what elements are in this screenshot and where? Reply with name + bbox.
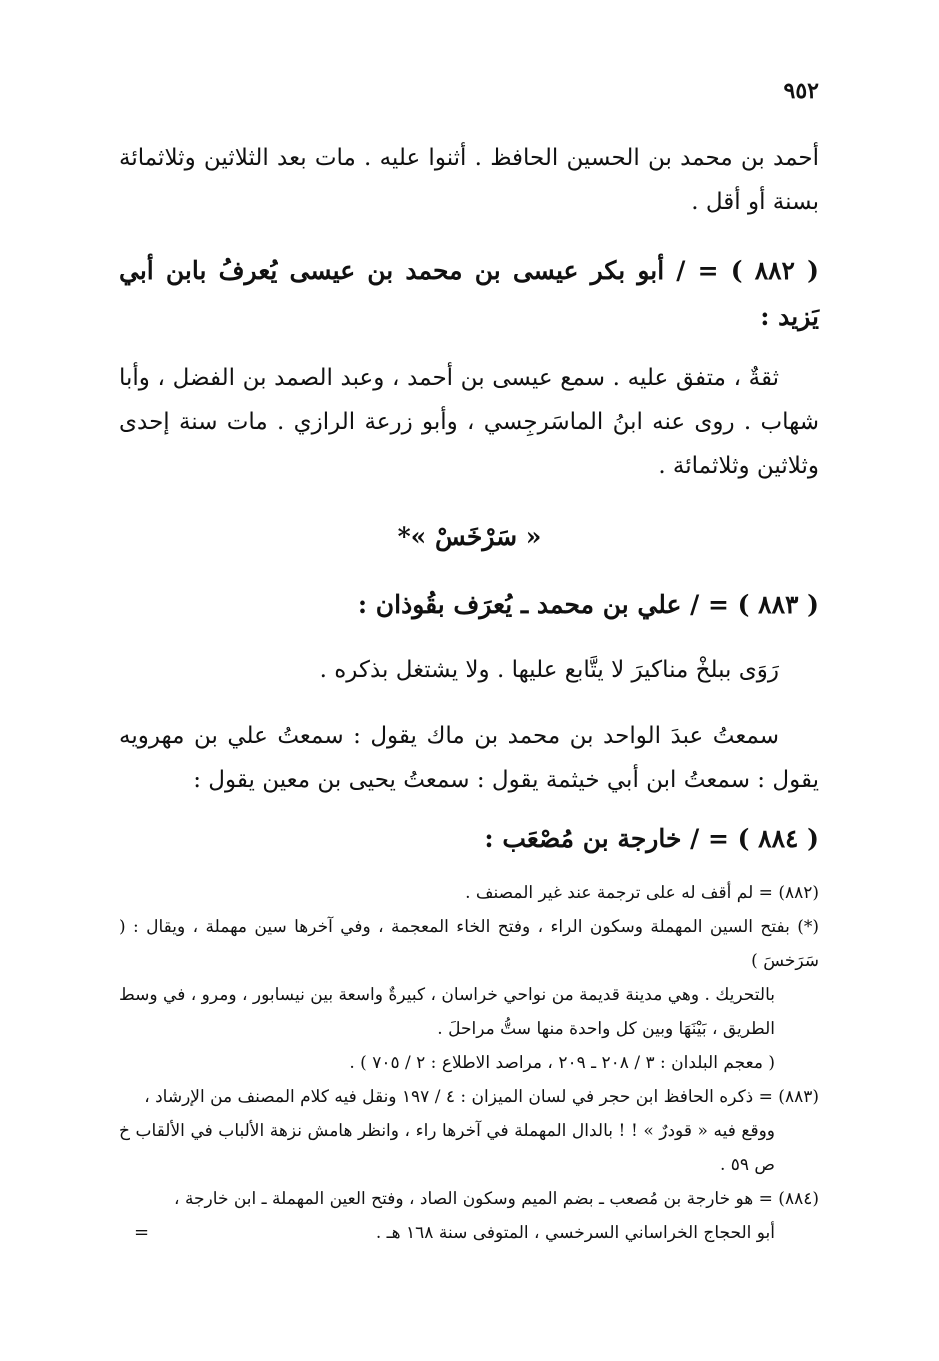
entry-882-heading: ( ٨٨٢ ) = / أبو بكر عيسى بن محمد بن عيسى يُعرفُ بابن أبي يَزيد : [119, 256, 819, 331]
footnote-star-reference: ( معجم البلدان : ٣ / ٢٠٨ ـ ٢٠٩ ، مراصد الاطلاع : ٢ / ٧٠٥ ) . [349, 1053, 775, 1073]
footnote-884: (٨٨٤) = هو خارجة بن مُصعب ـ بضم الميم وسكون الصاد ، وفتح العين المهملة ـ ابن خارجة ، [174, 1189, 819, 1209]
continuation-mark: = [134, 1222, 150, 1243]
footnotes [119, 876, 819, 1250]
entry-883-text-2: سمعتُ عبدَ الواحد بن محمد بن ماك يقول : سمعتُ علي بن مهرويه يقول : سمعتُ ابن أبي خيثمة يقول : سمعتُ يحيى بن معين يقول : [119, 723, 819, 793]
paragraph-continuation: أحمد بن محمد بن الحسين الحافظ . أثنوا عليه . مات بعد الثلاثين وثلاثمائة بسنة أو أقل . [119, 145, 819, 215]
footnote-884-continuation: أبو الحجاج الخراساني السرخسي ، المتوفى سنة ١٦٨ هـ . [375, 1223, 775, 1243]
footnote-883-continuation: ووقع فيه « قودرٌ » ! ! بالدال المهملة في آخرها راء ، وانظر هامش نزهة الألباب في الألقاب خ ص ٥٩ . [119, 1121, 775, 1175]
footnote-882: (٨٨٢) = لم أقف له على ترجمة عند غير المصنف . [465, 883, 819, 903]
entry-883-heading: ( ٨٨٣ ) = / علي بن محمد ـ يُعرَف بقُوذان : [357, 590, 819, 619]
entry-882-text: ثقةٌ ، متفق عليه . سمع عيسى بن أحمد ، وعبد الصمد بن الفضل ، وأبا شهاب . روى عنه ابنُ الماسَرجِسي ، وأبو زرعة الرازي . مات سنة إحدى وثلاثين وثلاثمائة . [119, 365, 820, 479]
footnote-star-continuation: بالتحريك . وهي مدينة قديمة من نواحي خراسان ، كبيرةٌ واسعة بين نيسابور ، ومرو ، في وسط الطريق ، بَيْنَهَا وبين كل واحدة منها ستُّ مراحلَ . [119, 985, 775, 1039]
entry-884-heading: ( ٨٨٤ ) = / خارجة بن مُصْعَب : [484, 824, 819, 853]
place-title: « سَرْخَسْ »* [397, 522, 542, 551]
page-number: ٩٥٢ [783, 78, 819, 104]
entry-883-text-1: رَوَى ببلخْ مناكيرَ لا يتَّابع عليها . ولا يشتغل بذكره . [319, 657, 779, 683]
footnote-883: (٨٨٣) = ذكره الحافظ ابن حجر في لسان الميزان : ٤ / ١٩٧ ونقل فيه كلام المصنف من الإرشاد ، [144, 1087, 819, 1107]
footnote-star: (*) بفتح السين المهملة وسكون الراء ، وفتح الخاء المعجمة ، وفي آخرها سين مهملة ، ويقال : ( سَرَخسَ ) [119, 917, 819, 971]
